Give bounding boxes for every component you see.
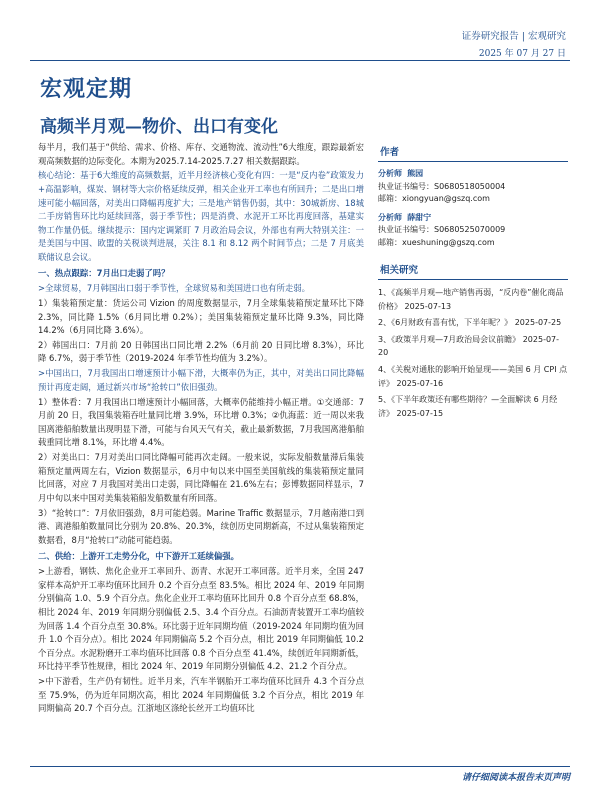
header-divider	[30, 60, 570, 61]
section-heading-2: 二、供给：上游开工走势分化，中下游开工延续偏强。	[38, 550, 239, 561]
related-item[interactable]: 4、《关税对通胀的影响开始显现——美国 6 月 CPI 点评》 2025-07-16	[378, 364, 568, 388]
author-name: 薛甜宁	[407, 212, 432, 222]
related-item[interactable]: 5、《下半年政策还有哪些期待？—全面解读 6 月经济》 2025-07-15	[378, 395, 558, 418]
sidebar	[378, 141, 568, 423]
author-role: 分析师	[378, 169, 402, 178]
author-email[interactable]: 邮箱：xueshuning@gszq.com	[378, 237, 495, 247]
author-card	[378, 212, 568, 250]
related-item[interactable]: 3、《政策半月观—7月政治局会议前瞻》 2025-07-20	[378, 334, 560, 358]
report-title: 宏观定期	[40, 76, 133, 102]
report-category: 证券研究报告 | 宏观研究	[461, 31, 566, 42]
report-date: 2025 年 07 月 27 日	[478, 49, 566, 59]
report-subtitle: 高频半月观—物价、出口有变化	[40, 117, 278, 137]
china-export-lead: >中国出口，7月我国出口增速预计小幅下滑，大概率仍为正，其中，对美出口同比降幅预计再度走阔，通过新兴市场“抢转口”依旧强劲。	[38, 368, 364, 392]
author-name: 熊园	[407, 169, 424, 178]
us-export-paragraph: 2）对美出口：7月对美出口同比降幅可能再次走阔。一般来说，实际发船数量滞后集装箱预定量两周左右，Vizion 数据显示，6月中旬以来中国至美国航线的集装箱预定量同比回落，对应 7 月我国对美出口走弱，同比降幅在 21.6%左右；彭博数据同样显示，7月中旬以来中国对美集装箱船发船数量有所回落。	[38, 452, 364, 503]
author-license: 执业证书编号：S0680525070009	[378, 225, 506, 234]
global-trade-lead: >全球贸易，7月韩国出口弱于季节性，全球贸易和美国进口也有所走弱。	[38, 283, 310, 294]
related-item[interactable]: 1、《高频半月观—地产销售再弱，“反内卷”催化商品价格》 2025-07-13	[378, 288, 564, 311]
related-research-heading: 相关研究	[378, 259, 568, 280]
korea-export-paragraph: 2）韩国出口：7月前 20 日韩国出口同比增 2.2%（6月前 20 日同比增 8.3%），环比降 6.7%，弱于季节性（2019-2024 年季节性均值为 3.2%）。	[38, 339, 364, 364]
transshipment-paragraph: 3）“抢转口”：7月依旧强劲，8月可能趋弱。Marine Traffic 数据显示，7月越南港口到港、离港船舶数量同比分别为 20.8%、20.3%，续创历史同期新高，不过从集装箱预定数据看，8月“抢转口”动能可能趋弱。	[38, 507, 364, 545]
core-conclusion: 核心结论：基于6大维度的高频数据，近半月经济核心变化有四：一是“反内卷”政策发力+高温影响，煤炭、钢材等大宗价格延续反弹，相关企业开工率也有所回升；二是出口增速可能小幅回落，对美出口降幅再度扩大；三是地产销售仍弱，其中：30城新房、18城二手房销售环比均延续回落，弱于季节性；四是消费、水泥开工环比再度回落，基建实物工作量仍低。继续提示：国内定调紧盯 7 月政治局会议，外部也有两大特别关注：一是美国与中国、欧盟的关税谈判进展，关注 8.1 和 8.12 两个时间节点；二是 7 月底美联储议息会议。	[38, 170, 364, 262]
section-heading-1: 一、热点跟踪：7月出口走弱了吗？	[38, 267, 170, 278]
related-item[interactable]: 2、《6月财政有喜有忧，下半年呢？》 2025-07-25	[378, 318, 562, 328]
footer-disclaimer: 请仔细阅读本报告末页声明	[30, 766, 570, 786]
author-email[interactable]: 邮箱：xiongyuan@gszq.com	[378, 194, 490, 203]
container-booking-paragraph: 1）集装箱预定量：货运公司 Vizion 的周度数据显示，7月全球集装箱预定量环比下降 2.3%，同比降 1.5%（6月同比增 0.2%）；美国集装箱预定量环比降 9.3%，同比降 14.2%（6月同比降 3.6%）。	[38, 297, 364, 336]
intro-paragraph: 每半月，我们基于“供给、需求、价格、库存、交通物流、流动性”6大维度，跟踪最新宏观高频数据的边际变化。本期为2025.7.14-2025.7.27 相关数据跟踪。	[38, 142, 364, 166]
authors-heading: 作者	[378, 141, 568, 162]
upstream-paragraph: >上游看，钢铁、焦化企业开工率回升、沥青、水泥开工率回落。近半月来，全国 247 家样本高炉开工率均值环比回升 0.2 个百分点至 83.5%。相比 2024 年、2019 年同期分别偏高 1.0、5.9 个百分点。焦化企业开工率均值环比回升 0.8 个百分点至 68.8%，相比 2024 年、2019 年同期分别偏低 2.5、3.4 个百分点。石油沥青装置开工率均值较为回落 1.4 个百分点至 30.8%。环比弱于近年同期均值（2019-2024 年同期均值为回升 1.0 个百分点）。相比 2024 年同期偏高 5.2 个百分点，相比 2019 年同期偏低 10.2 个百分点。水泥粉磨开工率均值环比回落 0.8 个百分点至 41.4%，续创近年同期新低，环比持平季节性规律，相比 2024 年、2019 年同期分别偏低 4.2、21.2 个百分点。	[38, 566, 364, 672]
author-role: 分析师	[378, 212, 402, 222]
author-card	[378, 168, 568, 206]
author-license: 执业证书编号：S0680518050004	[378, 181, 506, 191]
overall-export-paragraph: 1）整体看：7 月我国出口增速预计小幅回落，大概率仍能维持小幅正增。①交通部：7月前 20 日，我国集装箱吞吐量同比增 3.9%，环比增 0.3%；②仇海蓝：近一周以来我国离港船舶数量出现明显下滑，可能与台风天气有关，截止最新数据，7月我国离港船舶载重同比增 8.1%，环比增 4.4%。	[38, 396, 364, 448]
main-body	[38, 141, 364, 717]
downstream-paragraph: >中下游看，生产仍有韧性。近半月来，汽车半钢胎开工率均值环比回升 4.3 个百分点至 75.9%，仍为近年同期次高，相比 2024 年同期偏低 3.2 个百分点，相比 2019 年同期偏高 20.7 个百分点。江浙地区涤纶长丝开工均值环比	[38, 676, 364, 714]
